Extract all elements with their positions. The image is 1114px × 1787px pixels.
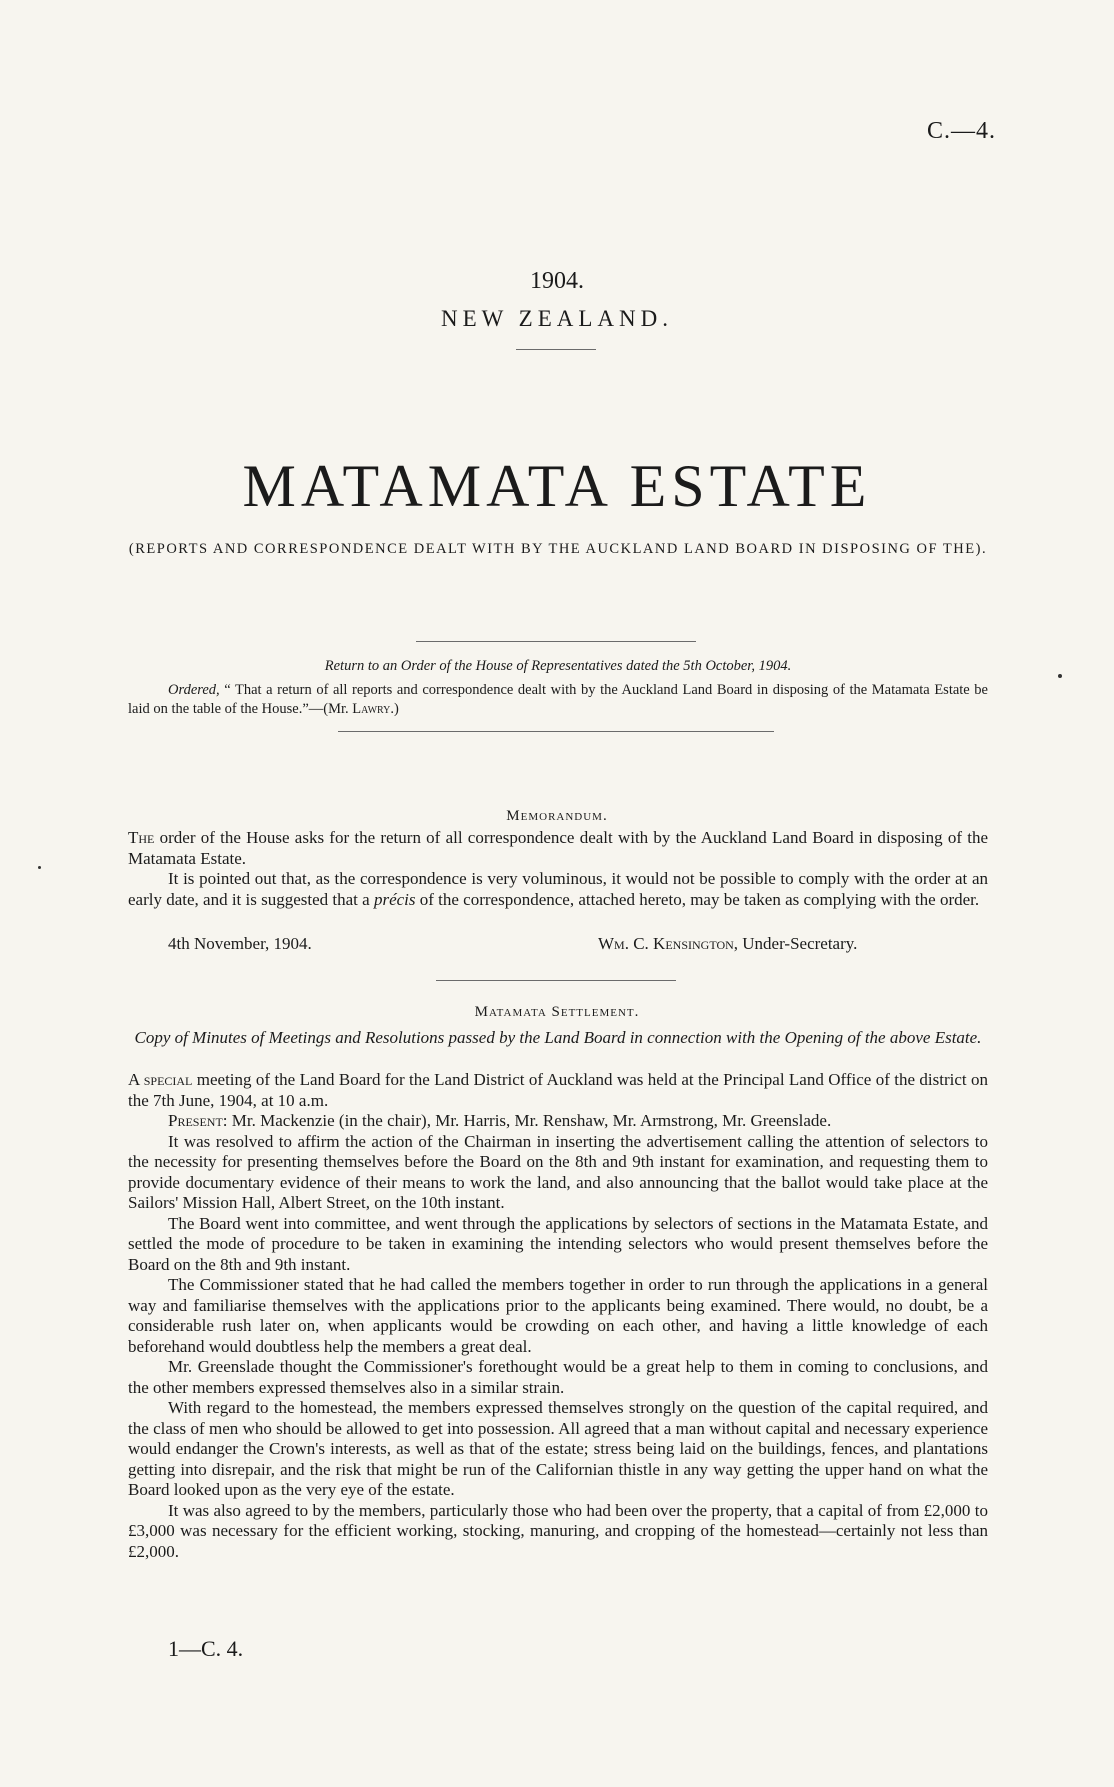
year: 1904. xyxy=(530,268,584,294)
minutes-paragraph: The Commissioner stated that he had called the members together in order to run through the applications in a general way and familiarise themselves with the applications prior to the applicants being examined. There would, no doubt, be a considerable rush later on, when applicants would be crowding on each other, and having a little knowledge of each beforehand would doubtless help the members a great deal. xyxy=(128,1275,988,1356)
signatory: Wm. C. Kensington, Under-Secretary. xyxy=(598,934,858,953)
member-name: Lawry xyxy=(352,701,391,717)
drop-lead: The xyxy=(128,828,155,847)
minutes-paragraph: It was also agreed to by the members, particularly those who had been over the property, that a capital of from £2,000 to £3,000 was necessary for the efficient working, stocking, manuring, and cropping of the homestead—certainly not less than £2,000. xyxy=(128,1500,988,1561)
page-signature-mark: 1—C. 4. xyxy=(168,1636,244,1661)
settlement-heading: Matamata Settlement. xyxy=(474,1004,640,1020)
minutes-paragraph: The Board went into committee, and went through the applications by selectors of sections in the Matamata Estate, and settled the mode of procedure to be taken in examining the intending selectors who would present themselves before the Board on the 8th and 9th instant. xyxy=(128,1213,988,1274)
country: NEW ZEALAND. xyxy=(440,306,674,331)
ordered-end: .) xyxy=(390,701,399,717)
ordered-text: “ That a return of all reports and correspondence dealt with by the Auckland Land Board in disposing of the Matamata Estate be laid on the table of the House.”—(Mr. xyxy=(128,682,988,717)
document-title: MATAMATA ESTATE xyxy=(242,453,872,519)
document-reference: C.—4. xyxy=(926,118,996,144)
short-rule xyxy=(516,349,596,350)
memorandum-body xyxy=(128,828,988,910)
section-rule xyxy=(338,731,774,732)
section-rule xyxy=(436,980,676,981)
memorandum-paragraph: It is pointed out that, as the correspondence is very voluminous, it would not be possible to comply with the order at an early date, and it is suggested that a précis of the correspondence, attached hereto, may be taken as complying with the order. xyxy=(128,869,988,909)
memorandum-heading: Memorandum. xyxy=(506,808,608,824)
minutes-paragraph: With regard to the homestead, the members expressed themselves strongly on the question of the capital required, and the class of men who should be allowed to get into possession. All agreed that a man without capital and necessary experience would endanger the Crown's interests, as well as that of the estate; stress being laid on the buildings, fences, and plantations getting into disrepair, and the risk that might be run of the Californian thistle in any way getting the upper hand on what the Board looked upon as the very eye of the estate. xyxy=(128,1398,988,1499)
ordered-paragraph xyxy=(128,681,988,719)
memorandum-paragraph: The order of the House asks for the return of all correspondence dealt with by the Auckland Land Board in disposing of the Matamata Estate. xyxy=(128,828,988,868)
minutes-paragraph: Mr. Greenslade thought the Commissioner's forethought would be a great help to them in coming to conclusions, and the other members expressed themselves also in a similar strain. xyxy=(128,1357,988,1397)
ordered-label: Ordered, xyxy=(168,682,220,698)
ink-speck xyxy=(38,866,41,869)
present-paragraph: Present: Mr. Mackenzie (in the chair), Mr. Harris, Mr. Renshaw, Mr. Armstrong, Mr. Greenslade. xyxy=(168,1111,832,1130)
return-order-line: Return to an Order of the House of Representatives dated the 5th October, 1904. xyxy=(324,658,792,674)
document-subtitle: (REPORTS AND CORRESPONDENCE DEALT WITH BY THE AUCKLAND LAND BOARD IN DISPOSING OF THE). xyxy=(128,541,988,557)
minutes-paragraph: It was resolved to affirm the action of the Chairman in inserting the advertisement calling the attention of selectors to the necessity for presenting themselves before the Board on the 8th and 9th instant for examination, and requesting them to provide documentary evidence of their means to work the land, and also announcing that the ballot would take place at the Sailors' Mission Hall, Albert Street, on the 10th instant. xyxy=(128,1131,988,1212)
minutes-heading: Copy of Minutes of Meetings and Resolutions passed by the Land Board in connection with the Opening of the above Estate. xyxy=(134,1028,982,1047)
ink-speck xyxy=(1058,674,1062,678)
minutes-paragraph: A special meeting of the Land Board for the Land District of Auckland was held at the Principal Land Office of the district on the 7th June, 1904, at 10 a.m. xyxy=(128,1070,988,1110)
minutes-body xyxy=(128,1070,988,1562)
memorandum-date: 4th November, 1904. xyxy=(168,934,312,953)
precis-term: précis xyxy=(373,889,416,909)
section-rule xyxy=(416,641,696,642)
